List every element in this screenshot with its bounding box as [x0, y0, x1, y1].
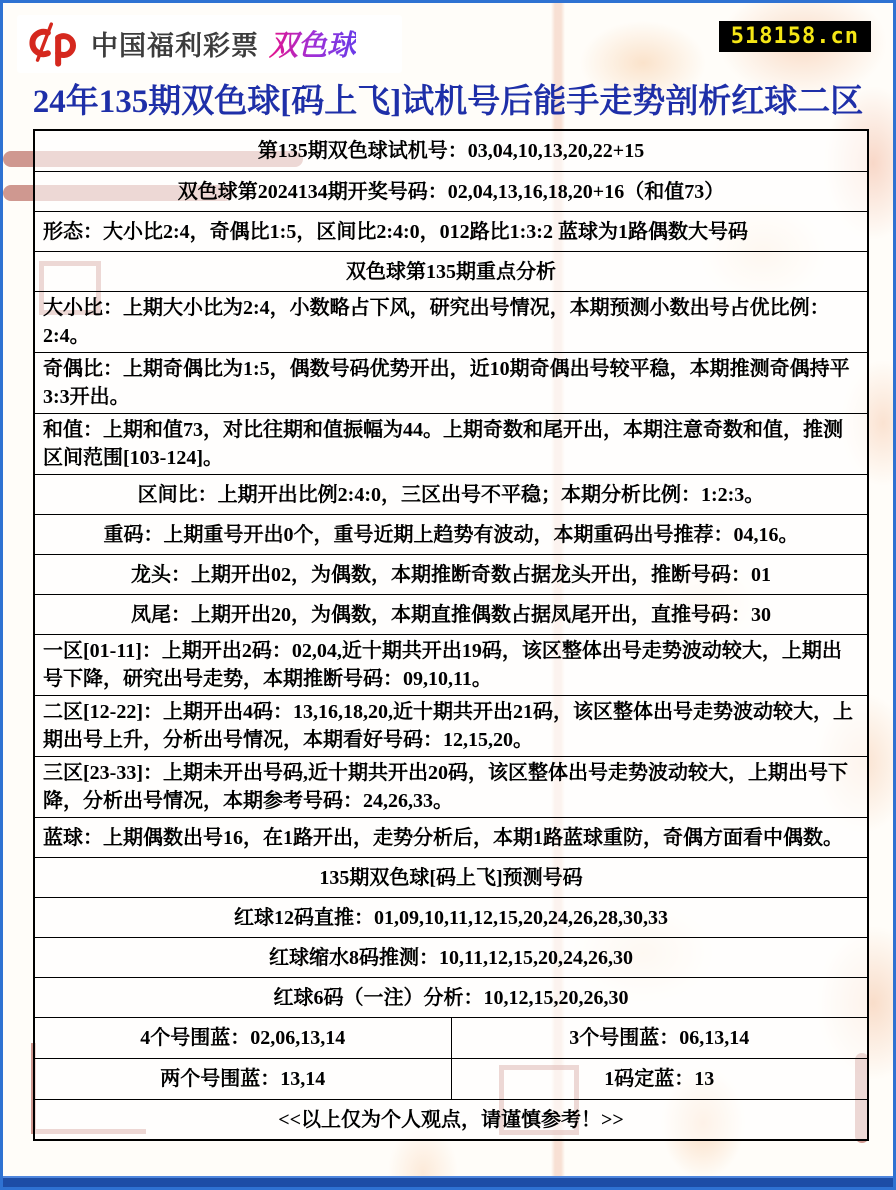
analysis-table: [33, 129, 869, 1141]
site-badge: 518158.cn: [719, 21, 871, 52]
table-row-red-6-codes: 红球6码（一注）分析：10,12,15,20,26,30: [35, 977, 867, 1017]
table-row-trial-number: 第135期双色球试机号：03,04,10,13,20,22+15: [257, 140, 645, 162]
table-row-size-ratio: 大小比：上期大小比为2:4，小数略占下风，研究出号情况，本期预测小数出号占优比例：2:4。: [35, 291, 867, 352]
brand-product: 双色球: [269, 23, 356, 64]
table-row-odd-even-ratio: 奇偶比：上期奇偶比为1:5，偶数号码优势开出，近10期奇偶出号较平稳，本期推测奇偶持平3:3开出。: [35, 352, 867, 413]
table-row-blue-2-and-1: [35, 1058, 867, 1099]
table-row-repeat-number: 重码：上期重号开出0个，重号近期上趋势有波动，本期重码出号推荐：04,16。: [35, 514, 867, 554]
table-row-zone-1: 一区[01-11]：上期开出2码：02,04,近十期共开出19码，该区整体出号走势波动较大，上期出号下降，研究出号走势，本期推断号码：09,10,11。: [35, 634, 867, 695]
table-row-zone-ratio: 区间比：上期开出比例2:4:0，三区出号不平稳；本期分析比例：1:2:3。: [35, 474, 867, 514]
table-cell-right: 1码定蓝：13: [451, 1059, 868, 1099]
china-welfare-lottery-logo-icon: [25, 19, 81, 67]
bottom-blue-bar: [3, 1176, 893, 1187]
table-cell-right: 3个号围蓝：06,13,14: [451, 1018, 868, 1058]
page-title: 24年135期双色球[码上飞]试机号后能手走势剖析红球二区: [32, 84, 864, 120]
table-row-disclaimer: <<以上仅为个人观点，请谨慎参考！>>: [35, 1099, 867, 1139]
table-row-pattern: 形态：大小比2:4，奇偶比1:5，区间比2:4:0，012路比1:3:2 蓝球为1路偶数大号码: [35, 211, 867, 251]
brand-text: 中国福利彩票: [91, 30, 259, 61]
brand: [17, 15, 402, 73]
table-cell-left: 两个号围蓝：13,14: [160, 1068, 326, 1090]
table-cell-left: 4个号围蓝：02,06,13,14: [140, 1027, 346, 1049]
table-row-dragon-head: 龙头：上期开出02，为偶数，本期推断奇数占据龙头开出，推断号码：01: [35, 554, 867, 594]
table-row-zone-2: 二区[12-22]：上期开出4码：13,16,18,20,近十期共开出21码，该区整体出号走势波动较大，上期出号上升，分析出号情况，本期看好号码：12,15,20。: [35, 695, 867, 756]
table-row-red-12-codes: 红球12码直推：01,09,10,11,12,15,20,24,26,28,30,33: [35, 897, 867, 937]
table-row-blue-ball: 蓝球：上期偶数出号16，在1路开出，走势分析后，本期1路蓝球重防，奇偶方面看中偶数。: [35, 817, 867, 857]
table-row-zone-3: 三区[23-33]：上期未开出号码,近十期共开出20码，该区整体出号走势波动较大，上期出号下降，分析出号情况，本期参考号码：24,26,33。: [35, 756, 867, 817]
table-row-prediction-header: 135期双色球[码上飞]预测号码: [35, 857, 867, 897]
table-row-analysis-header: 双色球第135期重点分析: [35, 251, 867, 291]
table-row-phoenix-tail: 凤尾：上期开出20，为偶数，本期直推偶数占据凤尾开出，直推号码：30: [35, 594, 867, 634]
table-row-sum-value: 和值：上期和值73，对比往期和值振幅为44。上期奇数和尾开出，本期注意奇数和值，推测区间范围[103-124]。: [35, 413, 867, 474]
table-row-blue-4-and-3: [35, 1017, 867, 1058]
table-row-red-8-codes: 红球缩水8码推测：10,11,12,15,20,24,26,30: [35, 937, 867, 977]
header: [15, 13, 881, 71]
table-row-last-draw: 双色球第2024134期开奖号码：02,04,13,16,18,20+16（和值73）: [35, 171, 867, 211]
